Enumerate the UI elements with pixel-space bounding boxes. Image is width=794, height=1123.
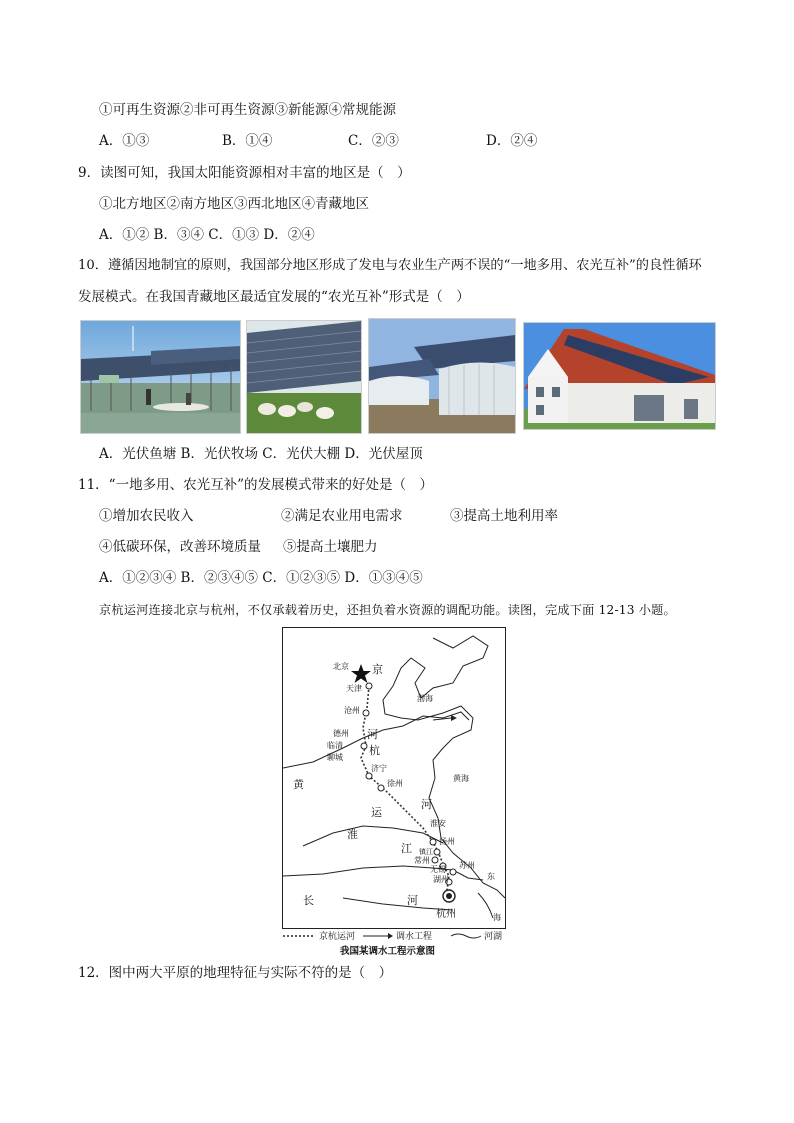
map-label-huaian: 淮安 [430,819,446,828]
q10-stem-line2: 发展模式。在我国青藏地区最适宜发展的“农光互补”形式是（ ） [78,289,470,305]
grand-canal-map [282,627,506,929]
pv-ranch-photo [246,320,362,434]
pv-rooftop-photo [523,322,716,430]
map-label-huai: 淮 [347,828,358,841]
q11-options: A．①②③④ B．②③④⑤ C．①②③⑤ D．①③④⑤ [99,570,423,586]
map-label-yangzhou: 扬州 [439,837,455,846]
legend-canal-label: 京杭运河 [319,932,356,942]
legend-river-label: 河湖 [484,932,503,942]
map-label-bohai: 渤海 [417,694,433,703]
q8-choices: ①可再生资源②非可再生资源③新能源④常规能源 [99,102,396,118]
map-label-dezhou: 德州 [333,729,349,738]
map-label-linqing: 临清 [327,741,343,750]
q10-options: A．光伏鱼塘 B．光伏牧场 C．光伏大棚 D．光伏屋顶 [99,446,423,462]
map-label-suzhou: 苏州 [459,861,475,870]
map-label-dong: 东 [487,872,495,881]
map-label-huanghai: 黄海 [453,774,469,783]
map-label-hai: 海 [493,913,501,922]
q11-choice-5: ⑤提高土壤肥力 [283,539,378,555]
legend-transfer-label: 调水工程 [396,932,433,942]
q12-13-intro: 京杭运河连接北京与杭州，不仅承载着历史，还担负着水资源的调配功能。读图，完成下面 12-13 小题。 [99,603,676,617]
q8-option-c: C．②③ [348,133,399,149]
map-label-xuzhou: 徐州 [387,779,403,788]
map-label-wuxi: 无锡 [430,865,446,874]
q10-stem-line1: 10．遵循因地制宜的原则，我国部分地区形成了发电与农业生产两不误的“一地多用、农光互补”的良性循环 [78,258,702,273]
map-label-he2: 河 [421,798,432,811]
q8-option-d: D．②④ [486,133,538,149]
q12-stem: 12．图中两大平原的地理特征与实际不符的是（ ） [78,965,393,981]
map-label-jing: 京 [372,663,383,676]
map-label-hangzhou: 杭州 [436,909,456,920]
map-label-he3: 河 [407,894,418,907]
map-label-huzhou: 湖州 [433,875,449,884]
q9-choices: ①北方地区②南方地区③西北地区④青藏地区 [99,196,369,212]
pv-greenhouse-photo [368,318,516,434]
q11-choice-4: ④低碳环保，改善环境质量 [99,539,261,555]
map-label-he1: 河 [367,728,378,741]
map-label-liaocheng: 聊城 [327,753,343,762]
q11-stem: 11．“一地多用、农光互补”的发展模式带来的好处是（ ） [78,477,433,493]
map-label-changzhou: 常州 [414,856,430,865]
map-label-chang: 长 [303,894,314,907]
pv-fishpond-photo [80,320,241,434]
q11-choice-3: ③提高土地利用率 [450,508,558,524]
map-label-beijing: 北京 [333,662,349,671]
q9-stem: 9．读图可知，我国太阳能资源相对丰富的地区是（ ） [78,165,411,181]
map-label-jining: 济宁 [371,764,387,773]
map-label-huang: 黄 [293,778,304,791]
q11-choice-2: ②满足农业用电需求 [281,508,403,524]
map-label-yun: 运 [371,806,382,819]
q8-option-a: A．①③ [99,133,150,149]
map-label-zhenjiang: 镇江 [419,848,433,856]
q8-option-b: B．①④ [222,133,273,149]
map-label-hang: 杭 [369,744,380,757]
q11-choice-1: ①增加农民收入 [99,508,194,524]
map-label-cangzhou: 沧州 [344,706,360,715]
q9-options: A．①② B．③④ C．①③ D．②④ [99,227,315,243]
map-label-jiang: 江 [401,842,412,855]
map-caption: 我国某调水工程示意图 [340,946,436,957]
map-label-tianjin: 天津 [346,684,362,693]
